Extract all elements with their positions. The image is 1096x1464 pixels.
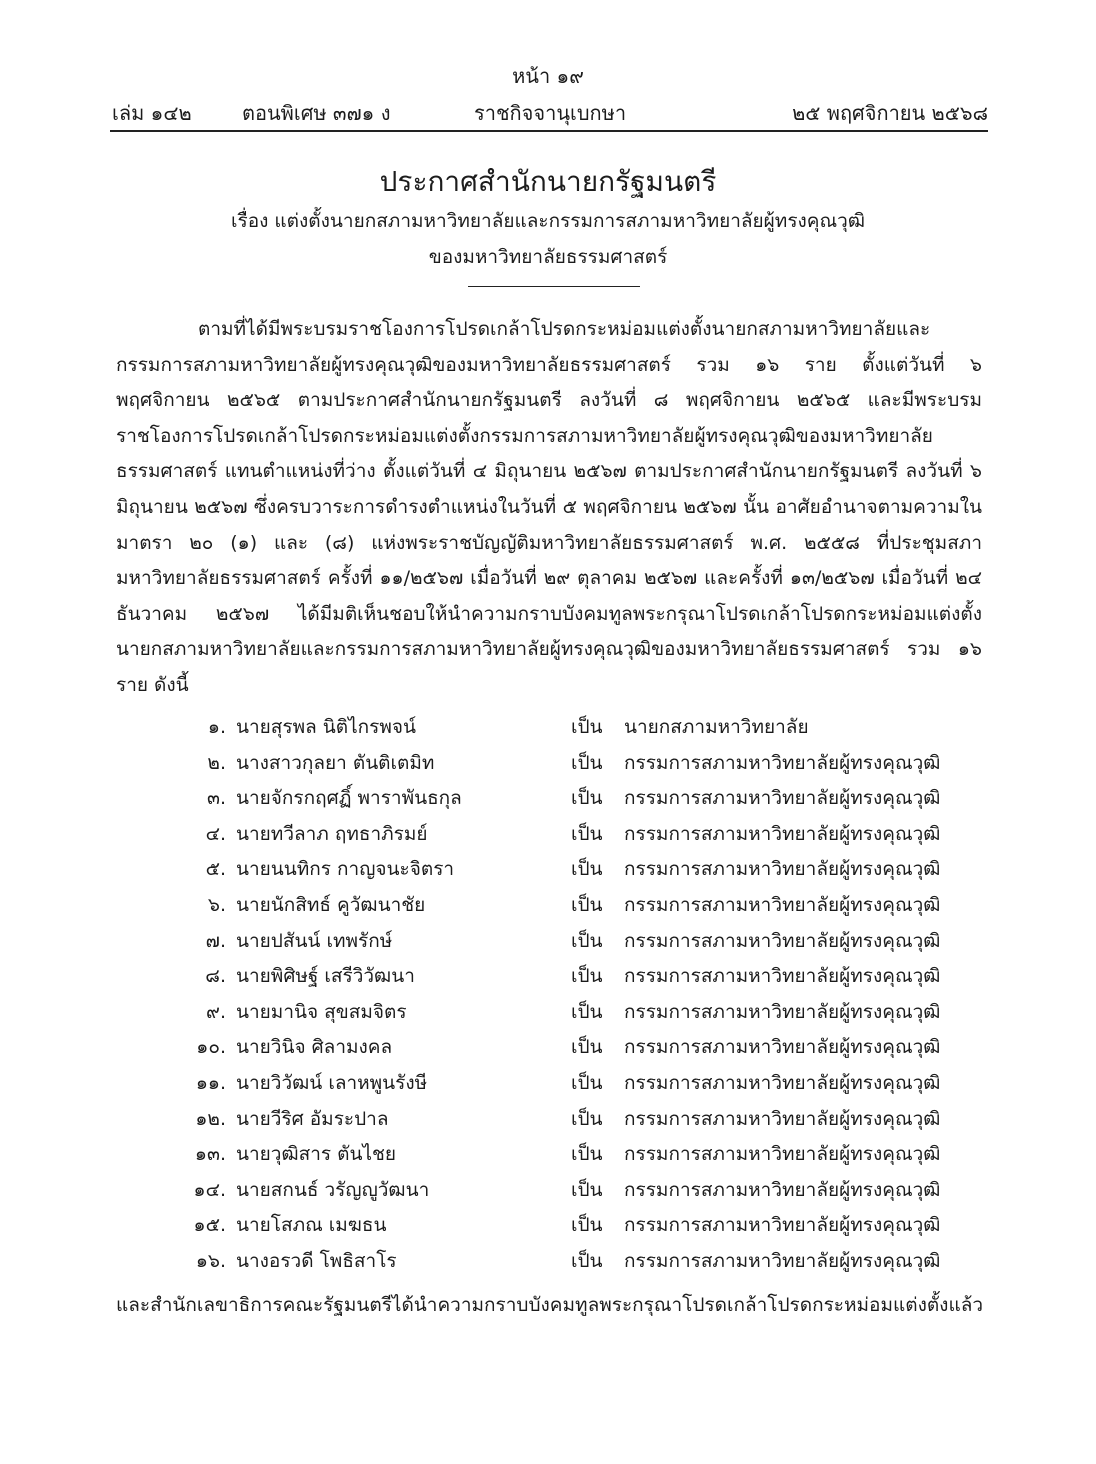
appointee-row xyxy=(0,1102,1096,1138)
appointee-row xyxy=(0,888,1096,924)
appointee-number: ๔. xyxy=(205,822,226,845)
appointee-number: ๑๖. xyxy=(195,1249,226,1272)
appointee-role: กรรมการสภามหาวิทยาลัยผู้ทรงคุณวุฒิ xyxy=(624,1071,941,1094)
appointee-number: ๑๓. xyxy=(194,1143,226,1166)
appointee-row xyxy=(0,995,1096,1031)
appointee-name: นายวินิจ ศิลามงคล xyxy=(236,1036,393,1059)
appointee-as: เป็น xyxy=(571,1000,603,1023)
appointee-name: นางสาวกุลยา ตันติเตมิท xyxy=(236,751,435,774)
announcement-body: ตามที่ได้มีพระบรมราชโองการโปรดเกล้าโปรดกระหม่อมแต่งตั้งนายกสภามหาวิทยาลัยและกรรมการสภามหาวิทยาลัยผู้ทรงคุณวุฒิของมหาวิทยาลัยธรรมศาสตร์ รวม ๑๖ ราย ตั้งแต่วันที่ ๖ พฤศจิกายน ๒๕๖๕ ตามประกาศสำนักนายกรัฐมนตรี ลงวันที่ ๘ พฤศจิกายน ๒๕๖๕ และมีพระบรมราชโองการโปรดเกล้าโปรดกระหม่อมแต่งตั้งกรรมการสภามหาวิทยาลัยผู้ทรงคุณวุฒิของมหาวิทยาลัยธรรมศาสตร์ แทนตำแหน่งที่ว่าง ตั้งแต่วันที่ ๔ มิถุนายน ๒๕๖๗ ตามประกาศสำนักนายกรัฐมนตรี ลงวันที่ ๖ มิถุนายน ๒๕๖๗ ซึ่งครบวาระการดำรงตำแหน่งในวันที่ ๕ พฤศจิกายน ๒๕๖๗ นั้น อาศัยอำนาจตามความในมาตรา ๒๐ (๑) และ (๘) แห่งพระราชบัญญัติมหาวิทยาลัยธรรมศาสตร์ พ.ศ. ๒๕๕๘ ที่ประชุมสภามหาวิทยาลัยธรรมศาสตร์ ครั้งที่ ๑๑/๒๕๖๗ เมื่อวันที่ ๒๙ ตุลาคม ๒๕๖๗ และครั้งที่ ๑๓/๒๕๖๗ เมื่อวันที่ ๒๔ ธันวาคม ๒๕๖๗ ได้มีมติเห็นชอบให้นำความกราบบังคมทูลพระกรุณาโปรดเกล้าโปรดกระหม่อมแต่งตั้งนายกสภามหาวิทยาลัยและกรรมการสภามหาวิทยาลัยผู้ทรงคุณวุฒิของมหาวิทยาลัยธรรมศาสตร์ รวม ๑๖ ราย ดังนี้ xyxy=(116,318,982,696)
appointee-as: เป็น xyxy=(571,1071,603,1094)
appointee-role: กรรมการสภามหาวิทยาลัยผู้ทรงคุณวุฒิ xyxy=(624,893,941,916)
appointee-as: เป็น xyxy=(571,1036,603,1059)
appointee-role: กรรมการสภามหาวิทยาลัยผู้ทรงคุณวุฒิ xyxy=(624,1249,941,1272)
appointee-role: กรรมการสภามหาวิทยาลัยผู้ทรงคุณวุฒิ xyxy=(624,858,941,881)
appointee-row xyxy=(0,1137,1096,1173)
appointee-number: ๕. xyxy=(205,858,226,881)
appointee-role: กรรมการสภามหาวิทยาลัยผู้ทรงคุณวุฒิ xyxy=(624,1178,941,1201)
appointee-name: นายวีริศ อัมระปาล xyxy=(236,1107,389,1130)
appointee-row xyxy=(0,710,1096,746)
appointee-number: ๑๕. xyxy=(193,1214,226,1237)
appointee-row xyxy=(0,1030,1096,1066)
appointee-role: กรรมการสภามหาวิทยาลัยผู้ทรงคุณวุฒิ xyxy=(624,1143,941,1166)
appointee-as: เป็น xyxy=(571,1107,603,1130)
appointee-name: นายพิศิษฐ์ เสรีวิวัฒนา xyxy=(236,965,415,988)
appointee-row xyxy=(0,1208,1096,1244)
appointee-row xyxy=(0,959,1096,995)
gazette-header xyxy=(112,97,988,129)
appointee-name: นายนักสิทธ์ คูวัฒนาชัย xyxy=(236,893,426,916)
appointee-role: กรรมการสภามหาวิทยาลัยผู้ทรงคุณวุฒิ xyxy=(624,1000,941,1023)
appointee-as: เป็น xyxy=(571,893,603,916)
title-divider xyxy=(468,286,640,287)
appointee-as: เป็น xyxy=(571,858,603,881)
appointee-number: ๘. xyxy=(205,965,226,988)
appointee-number: ๑๐. xyxy=(196,1036,226,1059)
subject-line-1: เรื่อง แต่งตั้งนายกสภามหาวิทยาลัยและกรรมการสภามหาวิทยาลัยผู้ทรงคุณวุฒิ xyxy=(231,210,865,232)
publication-date: ๒๕ พฤศจิกายน ๒๕๖๘ xyxy=(792,101,988,125)
appointee-as: เป็น xyxy=(571,716,603,738)
appointee-name: นายทวีลาภ ฤทธาภิรมย์ xyxy=(236,822,428,845)
appointee-name: นางอรวดี โพธิสาโร xyxy=(236,1249,397,1272)
appointee-number: ๑. xyxy=(207,716,226,738)
appointee-row xyxy=(0,781,1096,817)
appointee-name: นายโสภณ เมฆธน xyxy=(236,1214,387,1237)
appointee-number: ๑๒. xyxy=(195,1107,226,1130)
appointee-as: เป็น xyxy=(571,1178,603,1201)
appointee-name: นายจักรกฤศฏิ์ พาราพันธกุล xyxy=(236,787,462,810)
appointee-number: ๒. xyxy=(207,751,226,774)
appointee-role: กรรมการสภามหาวิทยาลัยผู้ทรงคุณวุฒิ xyxy=(624,822,941,845)
appointee-role: กรรมการสภามหาวิทยาลัยผู้ทรงคุณวุฒิ xyxy=(624,1214,941,1237)
appointee-name: นายสกนธ์ วรัญญูวัฒนา xyxy=(236,1178,430,1201)
appointee-number: ๗. xyxy=(205,929,226,952)
appointee-number: ๓. xyxy=(206,787,226,810)
appointee-row xyxy=(0,817,1096,853)
appointee-role: กรรมการสภามหาวิทยาลัยผู้ทรงคุณวุฒิ xyxy=(624,929,941,952)
volume-label: เล่ม ๑๔๒ xyxy=(112,101,192,125)
appointee-number: ๖. xyxy=(207,893,226,916)
appointee-row xyxy=(0,746,1096,782)
appointee-role: กรรมการสภามหาวิทยาลัยผู้ทรงคุณวุฒิ xyxy=(624,751,941,774)
appointee-row xyxy=(0,924,1096,960)
appointee-as: เป็น xyxy=(571,965,603,988)
header-divider xyxy=(110,130,988,132)
subject-line-2: ของมหาวิทยาลัยธรรมศาสตร์ xyxy=(428,246,668,268)
appointee-as: เป็น xyxy=(571,751,603,774)
appointee-row xyxy=(0,852,1096,888)
appointee-name: นายสุรพล นิติไกรพจน์ xyxy=(236,716,417,738)
gazette-name: ราชกิจจานุเบกษา xyxy=(474,101,627,125)
appointee-list xyxy=(0,710,1096,1280)
appointee-role: กรรมการสภามหาวิทยาลัยผู้ทรงคุณวุฒิ xyxy=(624,965,941,988)
appointee-as: เป็น xyxy=(571,1249,603,1272)
issue-label: ตอนพิเศษ ๓๗๑ ง xyxy=(242,101,391,125)
appointee-as: เป็น xyxy=(571,822,603,845)
appointee-name: นายปสันน์ เทพรักษ์ xyxy=(236,929,393,952)
appointee-name: นายนนทิกร กาญจนะจิตรา xyxy=(236,858,455,881)
appointee-number: ๙. xyxy=(206,1000,226,1023)
appointee-number: ๑๑. xyxy=(195,1071,226,1094)
appointee-name: นายวุฒิสาร ตันไชย xyxy=(236,1143,397,1166)
appointee-name: นายมานิจ สุขสมจิตร xyxy=(236,1000,407,1023)
appointee-as: เป็น xyxy=(571,1214,603,1237)
appointee-role: กรรมการสภามหาวิทยาลัยผู้ทรงคุณวุฒิ xyxy=(624,787,941,810)
appointee-role: กรรมการสภามหาวิทยาลัยผู้ทรงคุณวุฒิ xyxy=(624,1107,941,1130)
appointee-number: ๑๔. xyxy=(193,1178,226,1201)
appointee-as: เป็น xyxy=(571,1143,603,1166)
appointee-row xyxy=(0,1066,1096,1102)
appointee-row xyxy=(0,1244,1096,1280)
appointee-role: นายกสภามหาวิทยาลัย xyxy=(624,716,809,738)
appointee-role: กรรมการสภามหาวิทยาลัยผู้ทรงคุณวุฒิ xyxy=(624,1036,941,1059)
appointee-as: เป็น xyxy=(571,929,603,952)
announcement-title: ประกาศสำนักนายกรัฐมนตรี xyxy=(379,165,717,198)
closing-paragraph: และสำนักเลขาธิการคณะรัฐมนตรีได้นำความกราบบังคมทูลพระกรุณาโปรดเกล้าโปรดกระหม่อมแต่งตั้งแล้ว xyxy=(116,1294,984,1316)
appointee-as: เป็น xyxy=(571,787,603,810)
page-number: หน้า ๑๙ xyxy=(512,64,584,88)
appointee-name: นายวิวัฒน์ เลาหพูนรังษี xyxy=(236,1071,428,1094)
appointee-row xyxy=(0,1173,1096,1209)
